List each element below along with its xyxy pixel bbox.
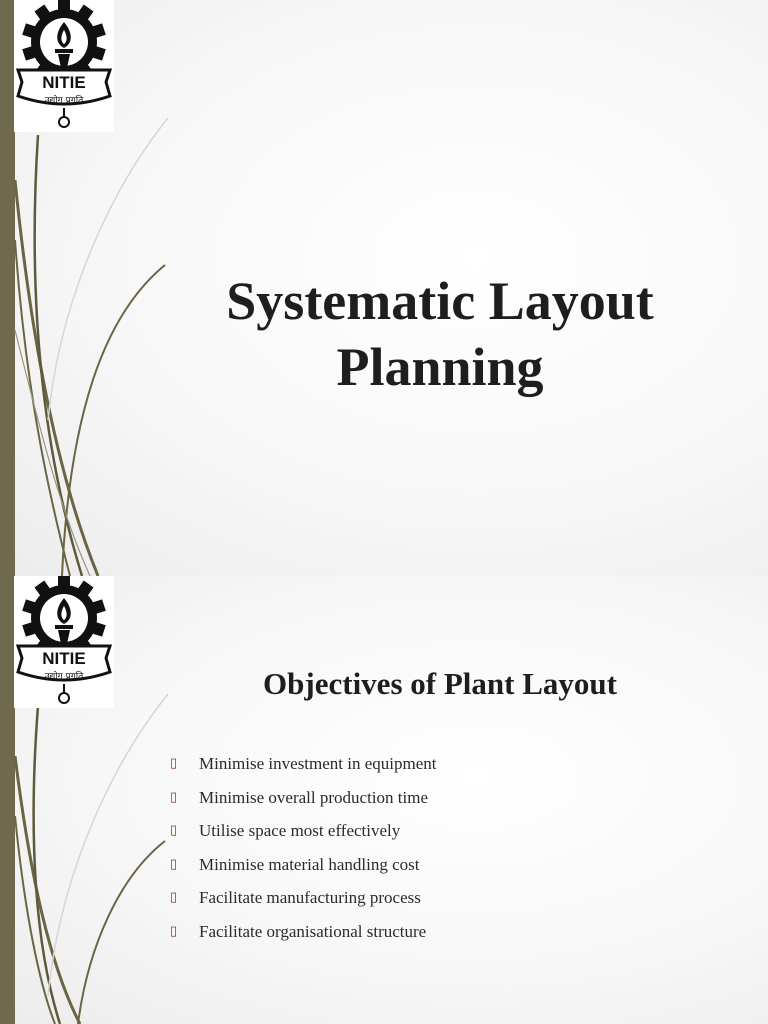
list-item [170,788,437,822]
list-item [170,821,437,855]
nitie-logo [14,576,114,708]
svg-text:उद्योग प्रगति: उद्योग प्रगति [44,672,84,682]
bullet-marker-icon: ▯ [170,855,178,871]
svg-text:NITIE: NITIE [42,73,86,92]
svg-text:NITIE: NITIE [42,649,86,668]
list-item-text: Minimise overall production time [199,787,428,807]
slide-objectives [0,576,768,1024]
list-item-text: Minimise investment in equipment [199,754,437,773]
bullet-marker-icon: ▯ [170,822,178,838]
objectives-bullet-list [170,754,437,956]
svg-text:उद्योग प्रगति: उद्योग प्रगति [44,96,84,106]
list-item [170,888,437,922]
slide-objectives-heading: Objectives of Plant Layout [263,666,617,701]
list-item-text: Facilitate manufacturing process [199,888,421,908]
list-item-text: Minimise material handling cost [199,854,420,874]
bullet-marker-icon: ▯ [170,889,178,905]
bullet-marker-icon: ▯ [170,788,178,804]
list-item-text: Facilitate organisational structure [199,921,427,941]
bullet-marker-icon: ▯ [170,922,178,938]
list-item [170,922,437,956]
list-item [170,754,437,788]
slide-title-heading: Systematic Layout Planning [226,271,654,397]
bullet-marker-icon: ▯ [170,755,178,770]
list-item-text: Utilise space most effectively [199,821,401,841]
list-item [170,855,437,889]
nitie-logo [14,0,114,132]
